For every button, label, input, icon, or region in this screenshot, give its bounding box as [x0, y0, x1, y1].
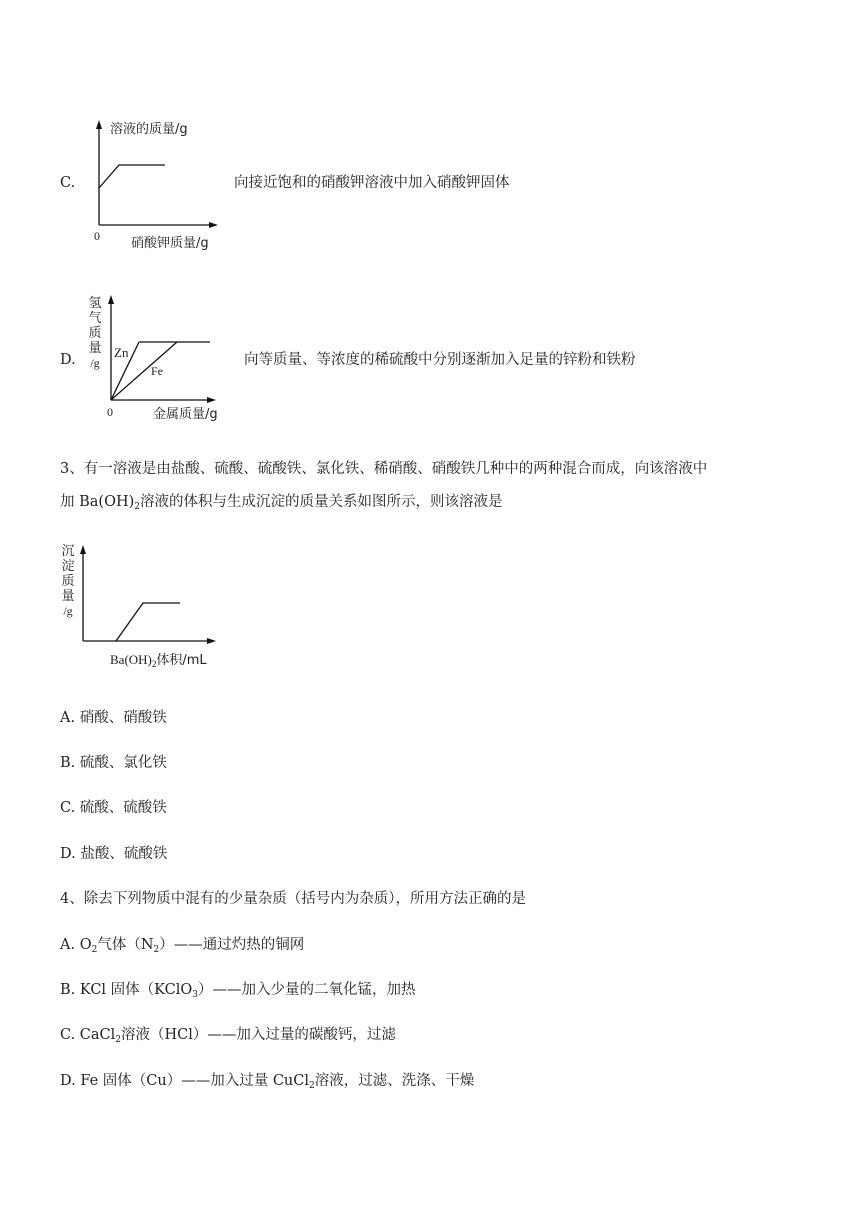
q2-option-d-marker: D. — [60, 352, 76, 368]
q3-y-axis-label: 沉 淀 质 量 /g — [61, 544, 75, 618]
q3-x-axis-label: $Ba(OH)_2$体积/mL — [110, 652, 207, 669]
q3-y-arrow — [80, 545, 86, 554]
q4-option-c: C. CaCl$_2$溶液（HCl）——加入过量的碳酸钙，过滤 — [60, 1027, 396, 1045]
q2-c-origin: 0 — [94, 229, 100, 243]
q4-option-a: A. $O_2$气体$(N_2)——$通过灼热的铜网 — [60, 937, 305, 955]
q4-option-b: B. KCl 固体（KClO$_3$）——加入少量的二氧化锰，加热 — [60, 982, 416, 1000]
q4-option-d: D. Fe 固体（Cu）——加入过量 CuCl$_2$溶液，过滤、洗涤、干燥 — [60, 1073, 475, 1091]
q2-d-x-axis-label: 金属质量/g — [153, 407, 218, 422]
q3-option-c: C. 硫酸、硫酸铁 — [60, 800, 167, 816]
q3-option-b: B. 硫酸、氯化铁 — [60, 755, 167, 771]
q2-d-zn-label: Zn — [114, 345, 129, 360]
q3-option-d: D. 盐酸、硫酸铁 — [60, 846, 168, 862]
q2-c-y-axis-label: 溶液的质量/g — [110, 122, 188, 137]
q3-stem-line-2: 加 $Ba(OH)_2$溶液的体积与生成沉淀的质量关系如图所示，则该溶液是 — [60, 494, 503, 512]
q3-stem-line-1: 3、有一溶液是由盐酸、硫酸、硫酸铁、氯化铁、稀硝酸、硝酸铁几种中的两种混合而成，向该溶液中 — [60, 461, 708, 477]
q2-d-origin: 0 — [107, 405, 113, 419]
q4-stem: 4、除去下列物质中混有的少量杂质（括号内为杂质），所用方法正确的是 — [60, 891, 526, 907]
q2-option-c-text: 向接近饱和的硝酸钾溶液中加入硝酸钾固体 — [234, 175, 510, 191]
q2-option-d-text: 向等质量、等浓度的稀硫酸中分别逐渐加入足量的锌粉和铁粉 — [244, 352, 636, 368]
q2-c-x-axis-label: 硝酸钾质量/g — [131, 236, 209, 251]
q2-d-y-axis-label: 氢 气 质 量 /g — [88, 296, 102, 370]
q3-option-a: A. 硝酸、硝酸铁 — [60, 710, 167, 726]
q3-curve — [116, 603, 180, 641]
q2-d-fe-label: Fe — [151, 364, 163, 378]
q2-option-c-marker: C. — [60, 175, 76, 191]
q3-x-arrow — [207, 638, 216, 644]
